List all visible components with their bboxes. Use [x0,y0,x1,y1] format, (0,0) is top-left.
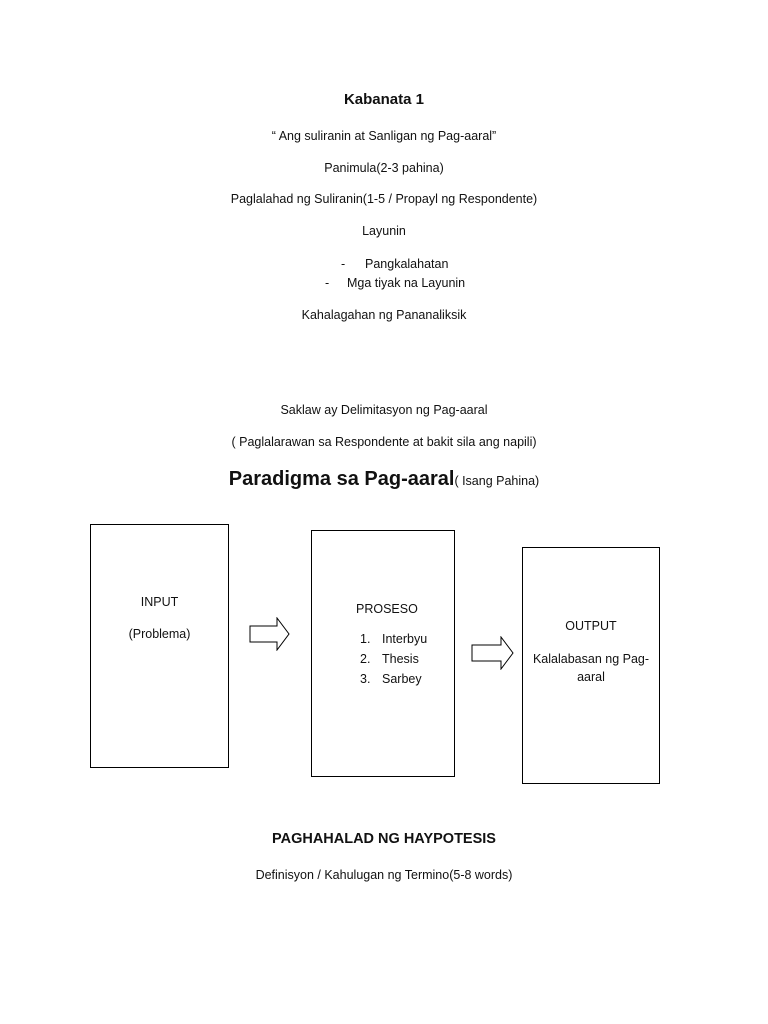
paradigm-title: Paradigma sa Pag-aaral [228,468,455,490]
output-box [522,547,660,784]
kahalagahan-line: Kahalagahan ng Pananaliksik [301,308,467,322]
proseso-box [311,530,455,777]
proseso-label: PROSESO [356,602,418,616]
bullet-dash: - [325,276,330,290]
output-label: OUTPUT [565,619,617,633]
haypotesis-heading: PAGHAHALAD NG HAYPOTESIS [272,831,496,847]
output-detail-line1: Kalalabasan ng Pag- [532,652,650,666]
chapter-subtitle: “ Ang suliranin at Sanligan ng Pag-aaral” [271,129,497,143]
input-box [90,524,229,768]
output-detail-line2: aaral [577,670,605,684]
paglalahad-line: Paglalahad ng Suliranin(1-5 / Propayl ng Respondente) [230,192,538,206]
input-detail: (Problema) [128,627,191,641]
right-arrow-icon [471,636,515,670]
definisyon-line: Definisyon / Kahulugan ng Termino(5-8 words) [255,868,513,882]
paglalarawan-line: ( Paglalarawan sa Respondente at bakit sila ang napili) [231,435,537,449]
proseso-list [360,629,427,689]
chapter-title: Kabanata 1 [343,91,425,108]
paradigm-heading [0,468,768,491]
layunin-item-tiyak: Mga tiyak na Layunin [347,276,466,290]
paradigm-note: ( Isang Pahina) [454,474,540,488]
panimula-line: Panimula(2-3 pahina) [324,161,444,175]
input-label: INPUT [140,595,179,609]
right-arrow-icon [249,617,291,651]
layunin-item-pangkalahatan: Pangkalahatan [365,257,449,271]
list-item: 3. Sarbey [360,672,422,686]
saklaw-line: Saklaw ay Delimitasyon ng Pag-aaral [280,403,488,417]
layunin-line: Layunin [362,224,406,238]
list-item: 1. Interbyu [360,632,428,646]
bullet-dash: - [341,257,346,271]
list-item: 2. Thesis [360,652,419,666]
